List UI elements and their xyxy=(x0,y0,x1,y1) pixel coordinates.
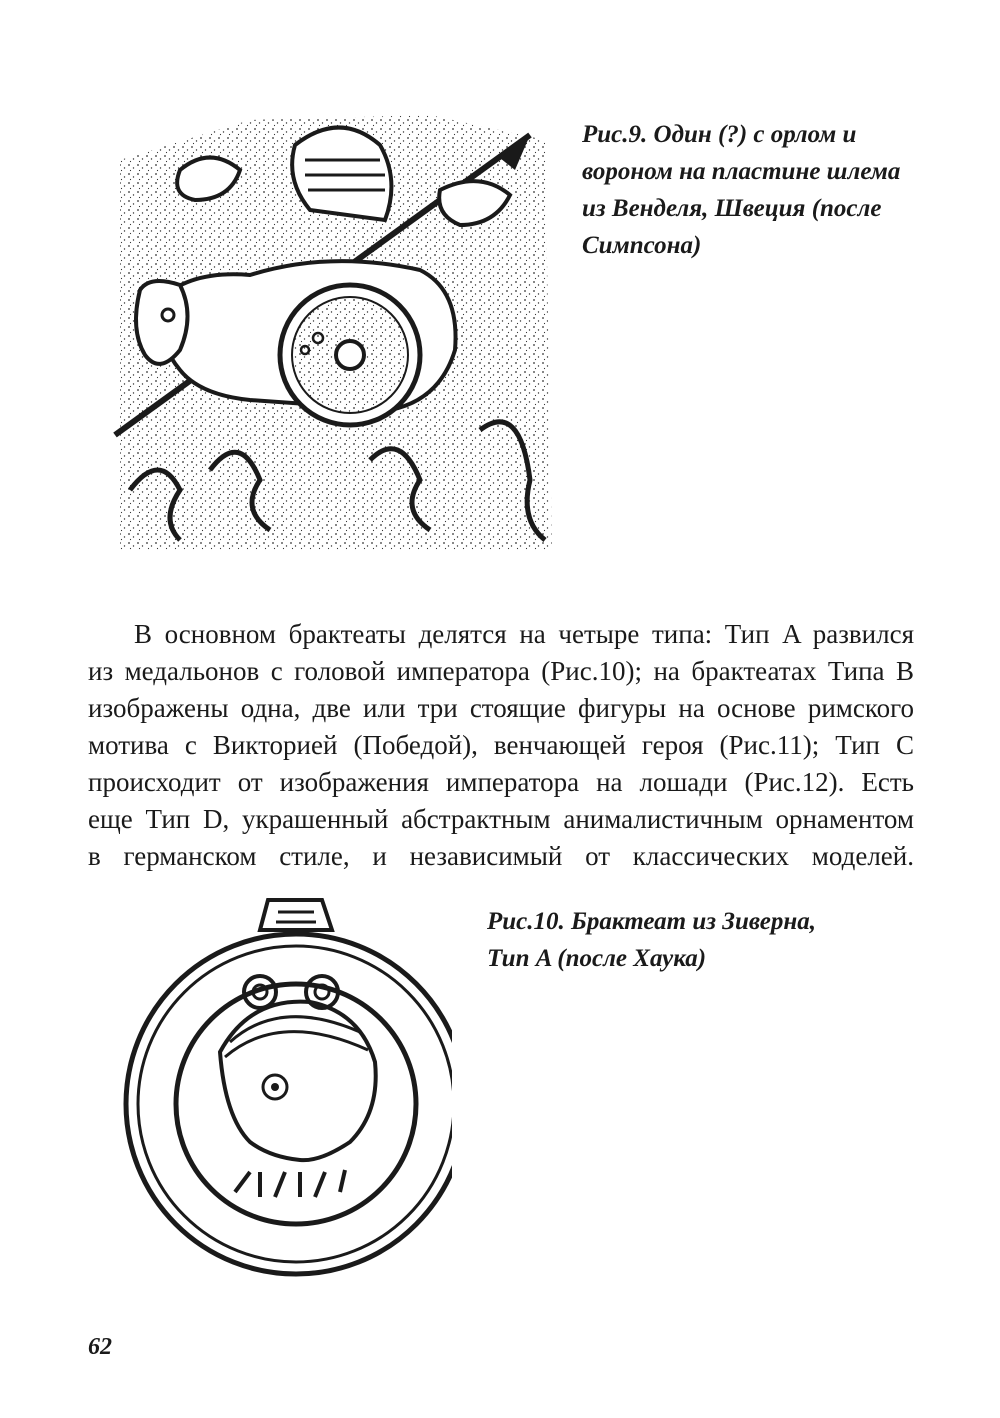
caption-line: вороном на пластине шлема xyxy=(582,158,901,185)
bracteate-illustration-icon xyxy=(100,892,452,1292)
figure-9-caption xyxy=(582,116,922,264)
text-line: еще Тип D, украшенный абстрактным анималистичным орнаментом xyxy=(88,804,914,834)
caption-line: Рис.10. Брактеат из Зиверна, xyxy=(487,908,816,935)
helmet-plate-illustration-icon xyxy=(100,100,560,560)
text-line: В основном брактеаты делятся на четыре типа: Тип A развился xyxy=(134,619,914,649)
text-line: мотива с Викторией (Победой), венчающей героя (Рис.11); Тип C xyxy=(88,730,914,760)
caption-line: Тип A (после Хаука) xyxy=(487,945,707,972)
caption-line: Рис.9. Один (?) с орлом и xyxy=(582,121,857,148)
body-paragraph xyxy=(88,616,914,875)
text-line: из медальонов с головой императора (Рис.10); на брактеатах Типа B xyxy=(88,656,914,686)
caption-line: Симпсона) xyxy=(582,232,702,259)
text-line: происходит от изображения императора на лошади (Рис.12). Есть xyxy=(88,767,914,797)
caption-line: из Венделя, Швеция (после xyxy=(582,195,882,222)
text-line: изображены одна, две или три стоящие фигуры на основе римского xyxy=(88,693,914,723)
page-number: 62 xyxy=(88,1334,112,1360)
figure-10-caption xyxy=(487,903,907,977)
text-line: в германском стиле, и независимый от классических моделей. xyxy=(88,841,914,871)
